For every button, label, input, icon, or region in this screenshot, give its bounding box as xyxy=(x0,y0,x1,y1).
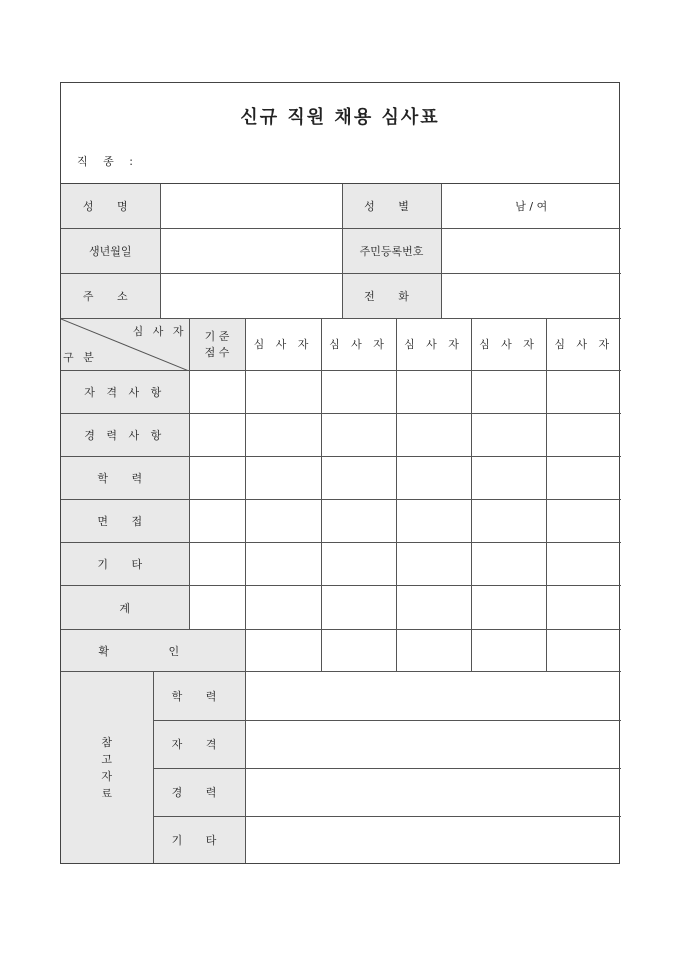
reference-item-education: 학 력 xyxy=(153,672,245,720)
score-cell[interactable] xyxy=(396,414,471,457)
score-cell[interactable] xyxy=(245,414,321,457)
score-cell[interactable] xyxy=(245,543,321,586)
birth-label: 생년월일 xyxy=(61,228,160,273)
form-title: 신규 직원 채용 심사표 xyxy=(240,107,440,128)
reference-field[interactable] xyxy=(245,720,621,768)
score-cell[interactable] xyxy=(189,371,245,414)
reference-item-career: 경 력 xyxy=(153,768,245,816)
row-label-interview: 면 접 xyxy=(61,500,189,543)
row-label-qualification: 자 격 사 항 xyxy=(61,371,189,414)
score-cell[interactable] xyxy=(189,543,245,586)
gender-field[interactable]: 남 / 여 xyxy=(441,184,621,228)
standard-score-line2: 점 수 xyxy=(204,346,230,360)
row-label-education: 학 력 xyxy=(61,457,189,500)
score-cell[interactable] xyxy=(546,414,621,457)
reference-table xyxy=(61,672,621,863)
reference-label-char: 료 xyxy=(101,786,113,800)
signature-cell[interactable] xyxy=(396,630,471,672)
job-type-label: 직 종 : xyxy=(77,155,139,168)
reviewer-header-2: 심 사 자 xyxy=(321,319,396,371)
diagonal-header-cell xyxy=(61,319,189,371)
reviewer-header-5: 심 사 자 xyxy=(546,319,621,371)
table-row xyxy=(61,586,621,630)
score-cell[interactable] xyxy=(471,500,546,543)
name-field[interactable] xyxy=(160,184,342,228)
birth-field[interactable] xyxy=(160,228,342,273)
score-cell[interactable] xyxy=(471,543,546,586)
score-cell[interactable] xyxy=(471,414,546,457)
score-cell[interactable] xyxy=(396,457,471,500)
score-cell[interactable] xyxy=(189,500,245,543)
score-cell[interactable] xyxy=(396,543,471,586)
score-cell[interactable] xyxy=(189,457,245,500)
score-cell[interactable] xyxy=(396,371,471,414)
signature-cell[interactable] xyxy=(471,630,546,672)
gender-label: 성 별 xyxy=(342,184,441,228)
score-cell[interactable] xyxy=(321,543,396,586)
reviewer-header-1: 심 사 자 xyxy=(245,319,321,371)
signature-cell[interactable] xyxy=(321,630,396,672)
id-number-field[interactable] xyxy=(441,228,621,273)
evaluation-table xyxy=(61,319,621,673)
table-row xyxy=(61,500,621,543)
reference-field[interactable] xyxy=(245,816,621,863)
table-row xyxy=(61,543,621,586)
address-field[interactable] xyxy=(160,273,342,318)
score-cell[interactable] xyxy=(546,457,621,500)
category-corner-label: 구 분 xyxy=(63,351,97,364)
row-label-career: 경 력 사 항 xyxy=(61,414,189,457)
table-row xyxy=(61,457,621,500)
id-number-label: 주민등록번호 xyxy=(342,228,441,273)
screening-form xyxy=(60,82,620,864)
reference-item-qualification: 자 격 xyxy=(153,720,245,768)
reference-label xyxy=(61,672,153,863)
signature-cell[interactable] xyxy=(546,630,621,672)
score-cell[interactable] xyxy=(471,371,546,414)
signature-cell[interactable] xyxy=(245,630,321,672)
address-label: 주 소 xyxy=(61,273,160,318)
score-cell[interactable] xyxy=(189,586,245,630)
score-cell[interactable] xyxy=(321,457,396,500)
name-label: 성 명 xyxy=(61,184,160,228)
standard-score-line1: 기 준 xyxy=(204,330,230,344)
score-cell[interactable] xyxy=(189,414,245,457)
form-header xyxy=(61,83,619,184)
personal-info-table xyxy=(61,184,621,319)
score-cell[interactable] xyxy=(321,500,396,543)
score-cell[interactable] xyxy=(471,586,546,630)
score-cell[interactable] xyxy=(321,371,396,414)
phone-label: 전 화 xyxy=(342,273,441,318)
confirm-label: 확 인 xyxy=(61,630,245,672)
reference-label-char: 고 xyxy=(101,752,113,766)
reviewer-corner-label: 심 사 자 xyxy=(132,324,187,338)
score-cell[interactable] xyxy=(396,586,471,630)
score-cell[interactable] xyxy=(471,457,546,500)
phone-field[interactable] xyxy=(441,273,621,318)
reference-item-other: 기 타 xyxy=(153,816,245,863)
row-label-total: 계 xyxy=(61,586,189,630)
score-cell[interactable] xyxy=(245,457,321,500)
score-cell[interactable] xyxy=(245,500,321,543)
reviewer-header-4: 심 사 자 xyxy=(471,319,546,371)
reviewer-header-3: 심 사 자 xyxy=(396,319,471,371)
score-cell[interactable] xyxy=(321,586,396,630)
score-cell[interactable] xyxy=(546,543,621,586)
score-cell[interactable] xyxy=(546,586,621,630)
reference-field[interactable] xyxy=(245,768,621,816)
score-cell[interactable] xyxy=(245,586,321,630)
score-cell[interactable] xyxy=(245,371,321,414)
table-row xyxy=(61,414,621,457)
score-cell[interactable] xyxy=(546,371,621,414)
score-cell[interactable] xyxy=(546,500,621,543)
row-label-other: 기 타 xyxy=(61,543,189,586)
reference-label-char: 참 xyxy=(101,735,113,749)
reference-field[interactable] xyxy=(245,672,621,720)
standard-score-header xyxy=(189,319,245,371)
table-row xyxy=(61,371,621,414)
score-cell[interactable] xyxy=(321,414,396,457)
reference-label-char: 자 xyxy=(101,769,113,783)
score-cell[interactable] xyxy=(396,500,471,543)
table-row xyxy=(61,630,621,672)
